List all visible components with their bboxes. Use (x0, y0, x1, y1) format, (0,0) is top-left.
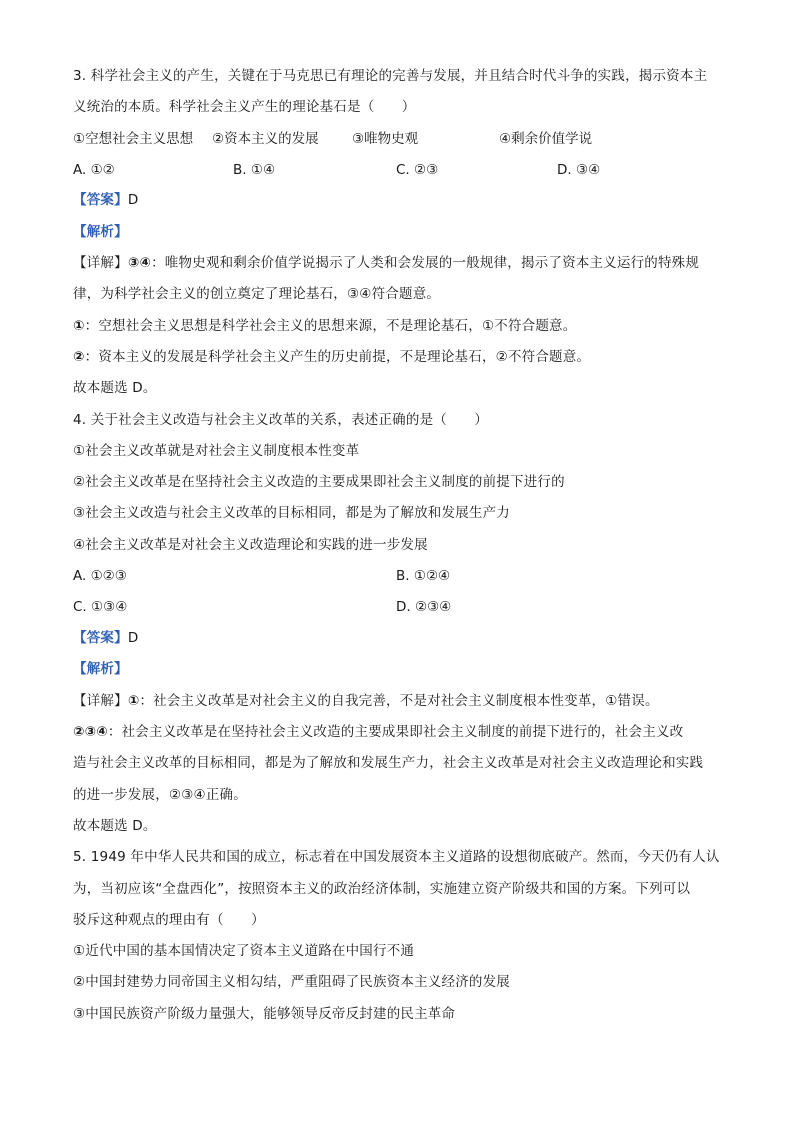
q5-item-3: ③中国民族资产阶级力量强大，能够领导反帝反封建的民主革命 (73, 1006, 456, 1022)
q4-detail-label: 【详解】 (73, 693, 128, 709)
q3-item-1: ①空想社会主义思想 (73, 131, 194, 147)
q4-option-a: A. ①②③ (73, 568, 127, 584)
q4-option-c: C. ①③④ (73, 599, 128, 615)
q3-option-a: A. ①② (73, 162, 115, 178)
q3-detail-line4 (73, 347, 733, 367)
q3-item-2: ②资本主义的发展 (212, 131, 319, 147)
q4-item-2: ②社会主义改革是在坚持社会主义改造的主要成果即社会主义制度的前提下进行的 (73, 474, 565, 490)
q3-detail-key3: ① (73, 318, 85, 334)
q4-option-d: D. ②③④ (396, 599, 452, 615)
q3-option-d: D. ③④ (557, 162, 601, 178)
q4-stem: 4. 关于社会主义改造与社会主义改革的关系，表述正确的是（ ） (73, 412, 489, 428)
q4-analysis-tag: 【解析】 (73, 661, 128, 677)
q3-analysis-label (73, 222, 733, 242)
q3-stem-line1: 3. 科学社会主义的产生，关键在于马克思已有理论的完善与发展，并且结合时代斗争的实践，揭示资本主 (73, 68, 708, 84)
q4-detail-line1 (73, 691, 733, 711)
q4-item-1: ①社会主义改革就是对社会主义制度根本性变革 (73, 443, 360, 459)
q5-item-1: ①近代中国的基本国情决定了资本主义道路在中国行不通 (73, 943, 415, 959)
q3-option-b: B. ①④ (233, 162, 276, 178)
q4-detail-text2: ：社会主义改革是在坚持社会主义改造的主要成果即社会主义制度的前提下进行的，社会主义改 (107, 724, 684, 740)
q3-detail-label: 【详解】 (73, 255, 128, 271)
q3-item-3: ③唯物史观 (352, 131, 419, 147)
q4-detail-key2: ②③④ (73, 724, 108, 740)
q4-item-4: ④社会主义改革是对社会主义改造理论和实践的进一步发展 (73, 537, 428, 553)
q3-answer (73, 190, 733, 210)
q3-detail-line1 (73, 253, 733, 273)
q3-detail-text3: ：空想社会主义思想是科学社会主义的思想来源，不是理论基石，①不符合题意。 (84, 318, 577, 334)
q3-detail-line2: 律，为科学社会主义的创立奠定了理论基石，③④符合题意。 (73, 286, 441, 302)
q5-stem-line1: 5. 1949 年中华人民共和国的成立，标志着在中国发展资本主义道路的设想彻底破产。然而，今天仍有人认 (73, 849, 720, 865)
q4-detail-line2 (73, 722, 733, 742)
q3-answer-label: 【答案】 (73, 192, 128, 208)
q5-stem-line2: 为，当初应该“全盘西化”，按照资本主义的政治经济体制，实施建立资产阶级共和国的方案。下列可以 (73, 881, 691, 897)
q4-item-3: ③社会主义改造与社会主义改革的目标相同，都是为了解放和发展生产力 (73, 505, 511, 521)
q4-analysis-label (73, 659, 733, 679)
q3-item-4: ④剩余价值学说 (499, 131, 593, 147)
q5-stem-line3: 驳斥这种观点的理由有（ ） (73, 912, 265, 928)
q3-option-c: C. ②③ (396, 162, 439, 178)
q4-option-b: B. ①②④ (396, 568, 451, 584)
q4-answer-label: 【答案】 (73, 630, 128, 646)
q3-detail-line3 (73, 316, 733, 336)
q4-answer (73, 628, 733, 648)
q3-stem-line2: 义统治的本质。科学社会主义产生的理论基石是（ ） (73, 99, 416, 115)
q4-detail-key1: ① (127, 693, 140, 709)
q3-detail-text4: ：资本主义的发展是科学社会主义产生的历史前提，不是理论基石，②不符合题意。 (84, 349, 591, 365)
q4-detail-line4: 的进一步发展，②③④正确。 (73, 787, 247, 803)
q4-answer-value: D (127, 630, 139, 646)
q4-detail-line3: 造与社会主义改革的目标相同，都是为了解放和发展生产力，社会主义改革是对社会主义改造理论和实践 (73, 755, 704, 771)
q4-conclusion: 故本题选 D。 (73, 818, 157, 834)
q3-detail-key1: ③④ (127, 255, 152, 271)
q5-item-2: ②中国封建势力同帝国主义相勾结，严重阻碍了民族资本主义经济的发展 (73, 974, 511, 990)
q3-conclusion: 故本题选 D。 (73, 380, 157, 396)
q3-answer-value: D (127, 192, 139, 208)
q4-detail-text1: ：社会主义改革是对社会主义的自我完善，不是对社会主义制度根本性变革，①错误。 (139, 693, 659, 709)
q3-detail-text1: ：唯物史观和剩余价值学说揭示了人类和会发展的一般规律，揭示了资本主义运行的特殊规 (151, 255, 700, 271)
q3-detail-key4: ② (73, 349, 85, 365)
q3-analysis-tag: 【解析】 (73, 224, 128, 240)
